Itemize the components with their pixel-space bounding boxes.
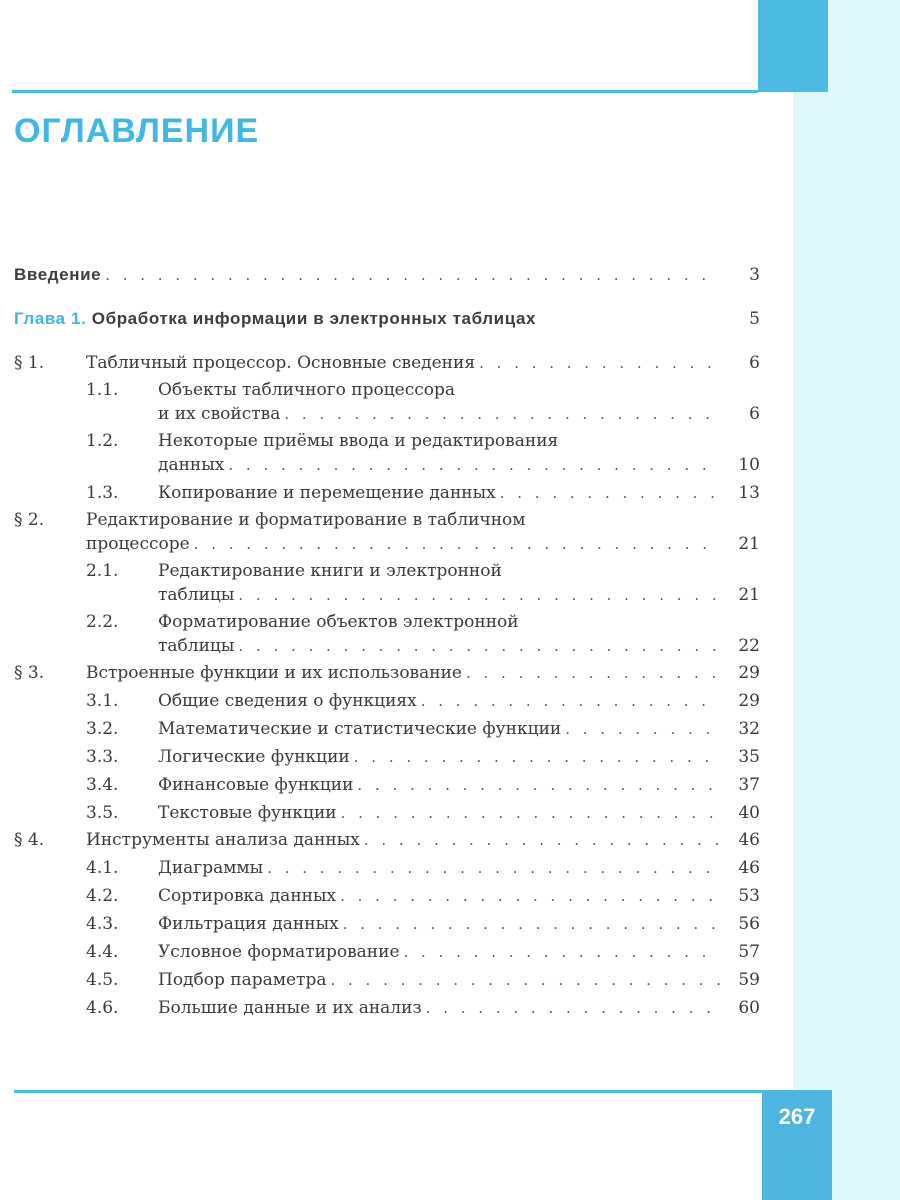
side-strip-top [828,0,900,92]
entry-page: 46 [738,858,760,878]
leader-dots [426,995,720,1021]
entry-number: 4.5. [86,970,119,990]
entry-title-line2: данных [158,455,225,475]
entry-number: § 4. [14,830,45,850]
footer-rule [14,1090,762,1093]
leader-dots [194,531,720,557]
entry-title: Подбор параметра [158,970,327,990]
entry-page: 56 [738,914,760,934]
entry-title: Общие сведения о функциях [158,691,417,711]
entry-page: 6 [749,353,760,373]
entry-number: 3.5. [86,803,119,823]
header-rule [12,90,758,93]
entry-number: 2.1. [86,561,119,581]
entry-page: 29 [738,691,760,711]
entry-page: 10 [738,455,760,475]
entry-number: 3.4. [86,775,119,795]
entry-title: Финансовые функции [158,775,354,795]
leader-dots [330,967,720,993]
entry-title-line2: процессоре [86,534,190,554]
entry-number: 1.2. [86,431,119,451]
entry-title-line2: и их свойства [158,404,281,424]
leader-dots [500,480,720,506]
entry-title: Редактирование книги и электронной [158,561,502,581]
entry-page: 57 [738,942,760,962]
leader-dots [357,772,720,798]
entry-title: Встроенные функции и их использование [86,663,462,683]
leader-dots [341,800,720,826]
entry-number: 4.3. [86,914,119,934]
leader-dots [267,855,720,881]
leader-dots [565,716,720,742]
leader-dots [105,262,720,288]
entry-title: Инструменты анализа данных [86,830,360,850]
entry-page: 21 [738,585,760,605]
leader-dots [404,939,720,965]
leader-dots [238,633,720,659]
leader-dots [364,827,720,853]
chapter-label: Глава 1. [14,309,87,328]
entry-number: 3.2. [86,719,119,739]
entry-title: Некоторые приёмы ввода и редактирования [158,431,559,451]
entry-number: 3.3. [86,747,119,767]
toc-intro-page: 3 [749,265,760,285]
chapter-page: 5 [749,309,760,329]
entry-number: 1.3. [86,483,119,503]
entry-title: Копирование и перемещение данных [158,483,496,503]
entry-title: Математические и статистические функции [158,719,562,739]
leader-dots [238,582,720,608]
entry-number: 4.4. [86,942,119,962]
entry-title: Диаграммы [158,858,264,878]
entry-number: § 1. [14,353,45,373]
entry-page: 22 [738,636,760,656]
entry-title: Текстовые функции [158,803,337,823]
entry-page: 6 [749,404,760,424]
entry-page: 37 [738,775,760,795]
entry-page: 32 [738,719,760,739]
page-title: ОГЛАВЛЕНИЕ [14,112,260,150]
leader-dots [343,911,720,937]
leader-dots [466,660,720,686]
leader-dots [284,401,720,427]
leader-dots [228,452,720,478]
side-strip [793,92,900,1200]
entry-title: Редактирование и форматирование в табличном [86,510,526,530]
entry-page: 21 [738,534,760,554]
entry-page: 35 [738,747,760,767]
entry-number: 3.1. [86,691,119,711]
toc-intro-label: Введение [14,265,102,284]
entry-title: Форматирование объектов электронной [158,612,519,632]
entry-page: 29 [738,663,760,683]
entry-number: 4.6. [86,998,119,1018]
header-color-block [758,0,828,92]
entry-title: Фильтрация данных [158,914,339,934]
leader-dots [421,688,720,714]
chapter-title: Обработка информации в электронных таблицах [91,309,537,328]
entry-number: 4.2. [86,886,119,906]
entry-page: 60 [738,998,760,1018]
leader-dots [354,744,720,770]
entry-page: 46 [738,830,760,850]
entry-page: 53 [738,886,760,906]
entry-page: 13 [738,483,760,503]
entry-title: Условное форматирование [158,942,400,962]
entry-number: 1.1. [86,380,119,400]
entry-title: Большие данные и их анализ [158,998,422,1018]
entry-title: Сортировка данных [158,886,337,906]
leader-dots [340,883,720,909]
entry-title-line2: таблицы [158,585,235,605]
entry-number: § 3. [14,663,45,683]
entry-number: 4.1. [86,858,119,878]
entry-title: Табличный процессор. Основные сведения [86,353,476,373]
entry-number: 2.2. [86,612,119,632]
entry-number: § 2. [14,510,45,530]
page-number: 267 [778,1104,816,1129]
entry-title: Логические функции [158,747,350,767]
leader-dots [479,350,720,376]
entry-title-line2: таблицы [158,636,235,656]
entry-page: 59 [738,970,760,990]
entry-page: 40 [738,803,760,823]
entry-title: Объекты табличного процессора [158,380,456,400]
